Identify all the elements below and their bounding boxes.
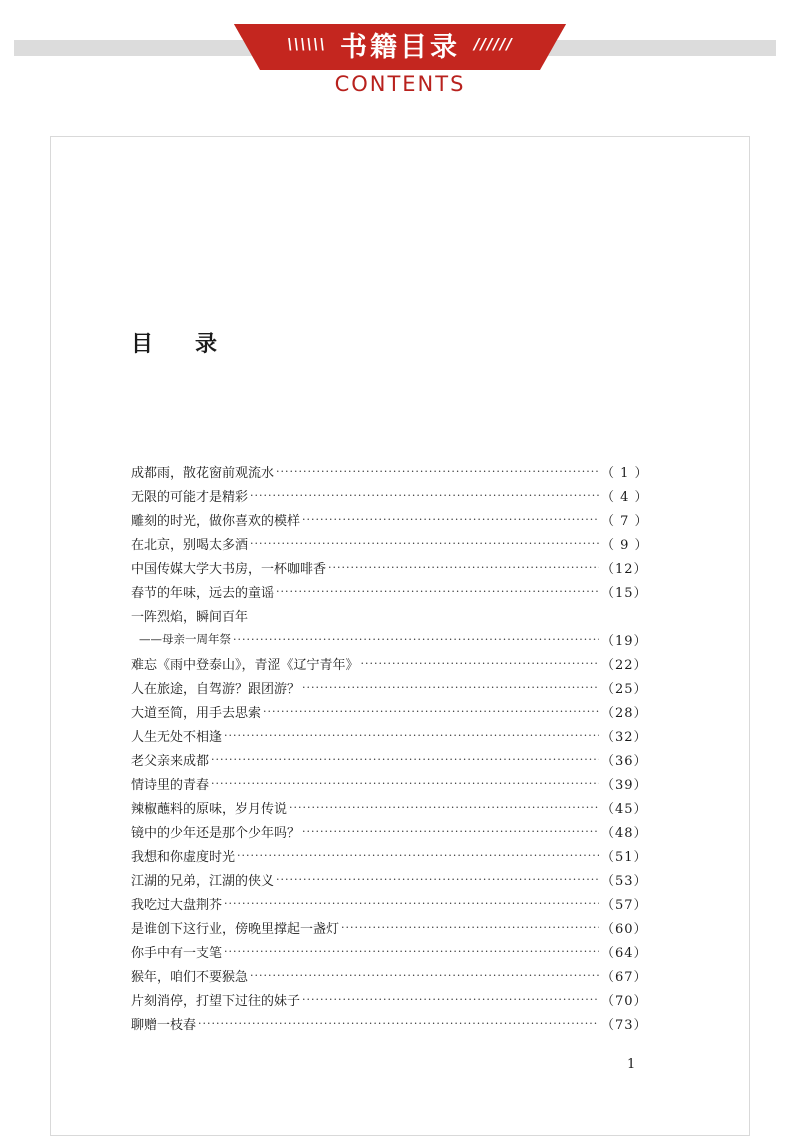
- leader-dots: [302, 681, 599, 694]
- leader-dots: [263, 705, 599, 718]
- leader-dots: [211, 777, 599, 790]
- toc-entry[interactable]: 猴年，咱们不要猴急 ····· （67）: [131, 963, 641, 987]
- toc-entry[interactable]: 人生无处不相逢 ····· （32）: [131, 723, 641, 747]
- leader-dots: [328, 561, 599, 574]
- leader-dots: [361, 657, 599, 670]
- banner-subtitle: CONTENTS: [334, 72, 466, 96]
- right-decoration: //////: [474, 35, 513, 53]
- leader-dots: [289, 801, 599, 814]
- toc-heading-char1: 目: [131, 331, 154, 357]
- leader-dots: [276, 465, 599, 478]
- leader-dots: [250, 489, 599, 502]
- leader-dots: [211, 753, 599, 766]
- toc-entry[interactable]: 雕刻的时光，做你喜欢的模样 ····· （ 7 ）: [131, 507, 641, 531]
- toc-entry[interactable]: 是谁创下这行业，傍晚里撑起一盏灯 ····· （60）: [131, 915, 641, 939]
- toc-entry[interactable]: 你手中有一支笔 ····· （64）: [131, 939, 641, 963]
- banner-title: [240, 24, 560, 64]
- leader-dots: [233, 633, 599, 646]
- toc-subentry[interactable]: ——母亲一周年祭 ····· （19）: [131, 627, 641, 651]
- leader-dots: [302, 513, 599, 526]
- toc-entry[interactable]: 老父亲来成都 ····· （36）: [131, 747, 641, 771]
- toc-entry[interactable]: 辣椒蘸料的原味，岁月传说 ····· （45）: [131, 795, 641, 819]
- toc-entry[interactable]: 江湖的兄弟，江湖的侠义 ····· （53）: [131, 867, 641, 891]
- leader-dots: [341, 921, 599, 934]
- leader-dots: [237, 849, 599, 862]
- leader-dots: [224, 729, 599, 742]
- leader-dots: [224, 897, 599, 910]
- toc-entry[interactable]: 一阵烈焰，瞬间百年: [131, 609, 249, 625]
- toc-entry[interactable]: 难忘《雨中登泰山》，青涩《辽宁青年》 ····· （22）: [131, 651, 641, 675]
- toc-entry[interactable]: 无限的可能才是精彩 ····· （ 4 ）: [131, 483, 641, 507]
- toc-entry[interactable]: 成都雨，散花窗前观流水 ····· （ 1 ）: [131, 459, 641, 483]
- toc-entry[interactable]: 聊赠一枝春 ····· （73）: [131, 1011, 641, 1035]
- leader-dots: [250, 969, 599, 982]
- toc-entry[interactable]: 在北京，别喝太多酒 ····· （ 9 ）: [131, 531, 641, 555]
- leader-dots: [198, 1017, 599, 1030]
- leader-dots: [302, 993, 599, 1006]
- book-page: [50, 136, 750, 1136]
- leader-dots: [302, 825, 599, 838]
- leader-dots: [250, 537, 599, 550]
- toc-heading-char2: 录: [195, 331, 218, 357]
- toc-entry[interactable]: 情诗里的青春 ····· （39）: [131, 771, 641, 795]
- toc-entry[interactable]: 人在旅途，自驾游？跟团游？ ····· （25）: [131, 675, 641, 699]
- leader-dots: [224, 945, 599, 958]
- leader-dots: [276, 585, 599, 598]
- page-number: 1: [627, 1057, 636, 1072]
- toc-list: [131, 459, 649, 1035]
- leader-dots: [276, 873, 599, 886]
- toc-entry[interactable]: 春节的年味，远去的童谣 ····· （15）: [131, 579, 641, 603]
- banner-heading: 书籍目录: [340, 31, 460, 63]
- toc-entry[interactable]: 片刻消停，打望下过往的妹子 ····· （70）: [131, 987, 641, 1011]
- toc-entry[interactable]: 大道至简，用手去思索 ····· （28）: [131, 699, 641, 723]
- toc-heading: [131, 327, 217, 358]
- toc-entry[interactable]: 镜中的少年还是那个少年吗？ ····· （48）: [131, 819, 641, 843]
- toc-entry[interactable]: 我吃过大盘荆芥 ····· （57）: [131, 891, 641, 915]
- toc-entry[interactable]: 我想和你虚度时光 ····· （51）: [131, 843, 641, 867]
- left-decoration: \\\\\\: [287, 35, 326, 53]
- toc-entry[interactable]: 中国传媒大学大书房，一杯咖啡香 ····· （12）: [131, 555, 641, 579]
